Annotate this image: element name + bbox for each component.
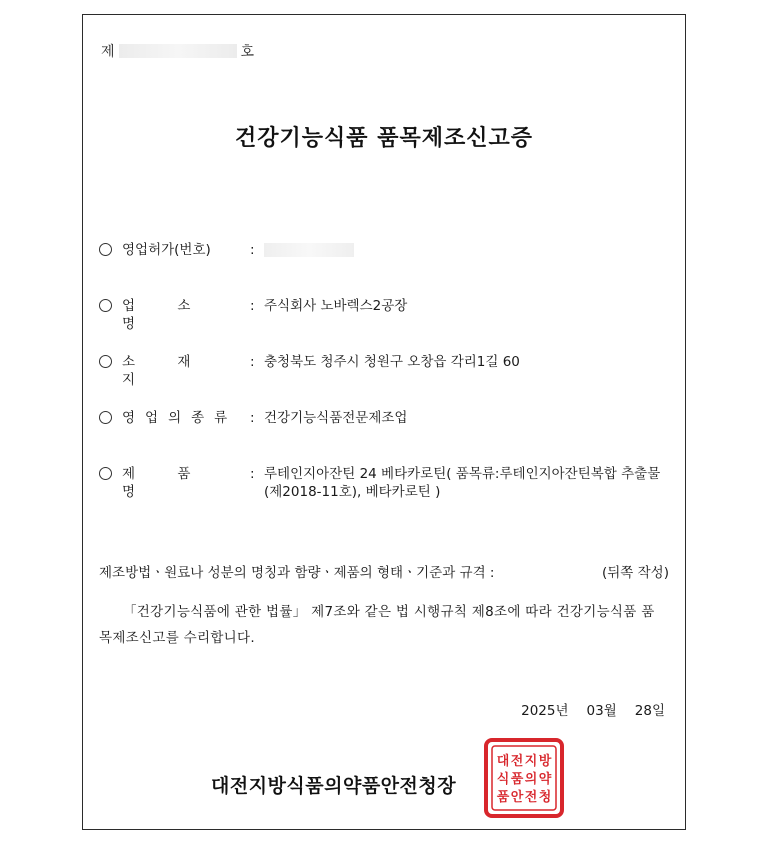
bullet-circle-icon <box>99 299 112 312</box>
field-label <box>122 465 250 539</box>
field-business-name <box>99 297 665 353</box>
svg-text:전: 전 <box>524 790 538 805</box>
method-value: (뒤쪽 작성) <box>602 565 669 581</box>
document-number-redacted <box>119 44 237 58</box>
issue-year: 2025년 <box>521 703 569 719</box>
field-label <box>122 353 250 409</box>
bullet-circle-icon <box>99 243 112 256</box>
svg-text:지: 지 <box>524 754 538 769</box>
field-label-text: 업 소 명 <box>122 298 191 332</box>
field-label <box>122 297 250 353</box>
page-title: 건강기능식품 품목제조신고증 <box>235 126 533 151</box>
document-number <box>101 41 254 61</box>
svg-text:청: 청 <box>538 790 552 805</box>
bullet-circle-icon <box>99 355 112 368</box>
field-label-text: 소 재 지 <box>122 354 191 388</box>
field-value: 건강기능식품전문제조업 <box>264 410 408 426</box>
field-label: 영업허가(번호) <box>122 242 211 258</box>
field-value: 충청북도 청주시 청원구 오창읍 각리1길 60 <box>264 354 520 370</box>
field-value: 주식회사 노바렉스2공장 <box>264 298 408 314</box>
svg-text:전: 전 <box>510 754 524 769</box>
document-number-suffix: 호 <box>240 44 255 60</box>
svg-text:대: 대 <box>496 754 510 769</box>
method-label: 제조방법ㆍ원료나 성분의 명칭과 함량ㆍ제품의 형태ㆍ기준과 규격 : <box>99 565 495 581</box>
svg-text:약: 약 <box>538 772 552 787</box>
manufacturing-method-line <box>99 561 669 581</box>
field-colon: : <box>250 298 255 314</box>
field-value: 루테인지아잔틴 24 베타카로틴( 품목류:루테인지아잔틴복합 추출물(제2018-11호), 베타카로틴 ) <box>264 466 661 500</box>
field-colon: : <box>250 354 255 370</box>
field-label <box>122 409 250 465</box>
certificate-sheet <box>82 14 686 830</box>
acceptance-statement: 「건강기능식품에 관한 법률」 제7조와 같은 법 시행규칙 제8조에 따라 건강기능식품 품목제조신고를 수리합니다. <box>99 604 655 646</box>
field-label-text: 제 품 명 <box>122 466 191 500</box>
field-license-number <box>99 241 665 297</box>
field-value-redacted <box>264 243 354 257</box>
svg-text:식: 식 <box>496 772 510 787</box>
issue-month: 03월 <box>586 703 617 719</box>
field-label-text: 영업의종류 <box>122 410 238 426</box>
issue-day: 28일 <box>634 703 665 719</box>
issue-date <box>521 699 665 719</box>
field-address <box>99 353 665 409</box>
field-colon: : <box>250 466 255 482</box>
svg-text:방: 방 <box>538 754 552 769</box>
official-seal-icon <box>483 737 565 819</box>
issuer-name: 대전지방식품의약품안전청장 <box>211 775 457 797</box>
field-product-name <box>99 465 665 539</box>
bullet-circle-icon <box>99 467 112 480</box>
svg-text:품: 품 <box>496 790 510 805</box>
field-colon: : <box>250 242 255 258</box>
document-number-prefix: 제 <box>101 44 115 60</box>
svg-text:품: 품 <box>510 772 524 787</box>
bullet-circle-icon <box>99 411 112 424</box>
svg-text:의: 의 <box>524 772 538 787</box>
field-business-type <box>99 409 665 465</box>
certificate-fields <box>99 241 665 539</box>
svg-text:안: 안 <box>510 790 524 805</box>
field-colon: : <box>250 410 255 426</box>
